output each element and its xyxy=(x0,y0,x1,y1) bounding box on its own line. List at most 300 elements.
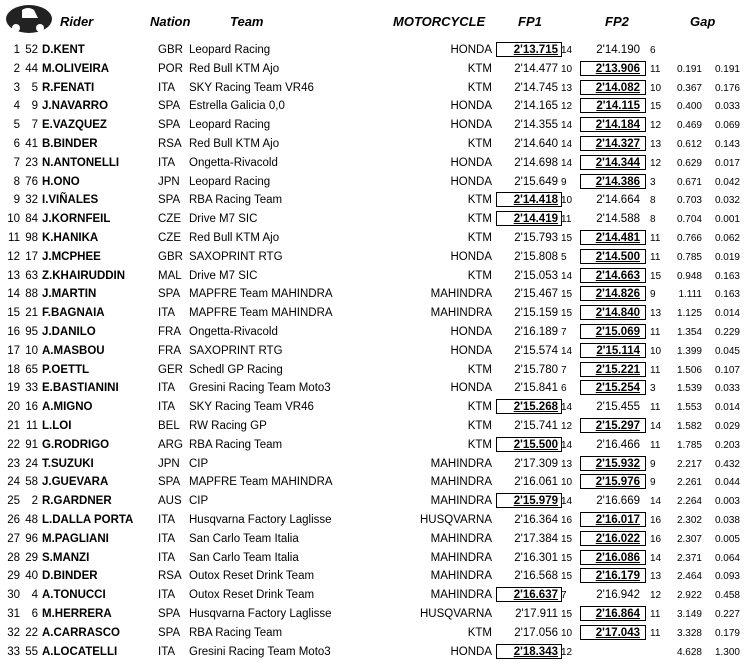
gap-first: 1.785 xyxy=(676,439,702,451)
motorcycle: MAHINDRA xyxy=(430,457,492,470)
gap-previous: 0.107 xyxy=(714,364,740,376)
motorcycle: HONDA xyxy=(450,44,492,56)
fp1-time: 2'17.384 xyxy=(514,532,558,545)
rider-number: 58 xyxy=(25,476,38,489)
fp2-time: 2'15.455 xyxy=(596,401,640,414)
team-name: Husqvarna Factory Laglisse xyxy=(189,607,332,620)
team-name: Red Bull KTM Ajo xyxy=(189,231,280,244)
gap-first: 0.367 xyxy=(676,82,702,94)
fp2-time: 2'14.344 xyxy=(595,156,640,169)
gap-first: 0.766 xyxy=(676,232,702,244)
fp2-time: 2'16.466 xyxy=(596,438,640,451)
position: 18 xyxy=(7,363,20,376)
rider-number: 52 xyxy=(25,44,38,56)
rider-name: J.GUEVARA xyxy=(42,476,109,489)
team-name: San Carlo Team Italia xyxy=(189,532,299,545)
fp1-time: 2'14.698 xyxy=(514,156,558,169)
table-row xyxy=(0,398,745,417)
fp1-laps: 14 xyxy=(561,120,573,132)
gap-previous: 0.033 xyxy=(714,101,740,113)
team-name: CIP xyxy=(189,495,209,508)
rider-name: J.MARTIN xyxy=(42,288,97,301)
rider-name: A.TONUCCI xyxy=(42,589,106,602)
fp1-laps: 14 xyxy=(561,439,573,451)
table-row xyxy=(0,643,745,662)
rider-number: 40 xyxy=(25,570,38,583)
nation: SPA xyxy=(158,626,181,639)
rider-name: M.HERRERA xyxy=(42,607,112,620)
position: 3 xyxy=(13,81,20,94)
team-name: Drive M7 SIC xyxy=(189,213,258,226)
motorcycle: HONDA xyxy=(450,156,492,169)
fp2-laps: 3 xyxy=(650,383,656,395)
nation: ARG xyxy=(158,438,183,451)
table-row xyxy=(0,549,745,568)
team-name: MAPFRE Team MAHINDRA xyxy=(189,307,333,320)
fp2-laps: 3 xyxy=(650,176,656,188)
rider-number: 17 xyxy=(25,250,38,263)
gap-first: 1.125 xyxy=(676,308,702,320)
team-name: Ongetta-Rivacold xyxy=(189,156,278,169)
gap-previous: 0.014 xyxy=(714,308,740,320)
fp1-laps: 10 xyxy=(561,195,573,207)
table-row xyxy=(0,530,745,549)
fp1-time: 2'17.911 xyxy=(515,607,558,620)
gap-previous: 0.005 xyxy=(714,533,740,545)
gap-first: 1.111 xyxy=(678,289,702,301)
fp2-time: 2'14.082 xyxy=(595,81,640,94)
motorcycle: KTM xyxy=(467,81,492,94)
team-name: SAXOPRINT RTG xyxy=(189,250,283,263)
position: 26 xyxy=(7,513,20,526)
gap-first: 2.302 xyxy=(676,514,702,526)
gap-first: 1.539 xyxy=(676,383,702,395)
gap-first: 2.217 xyxy=(676,458,702,470)
rider-number: 7 xyxy=(31,119,38,132)
gap-previous: 0.163 xyxy=(714,270,740,282)
fp1-time: 2'14.418 xyxy=(513,194,558,207)
gap-first: 2.307 xyxy=(676,533,702,545)
nation: GBR xyxy=(158,44,183,56)
fp1-laps: 14 xyxy=(561,138,573,150)
nation: POR xyxy=(158,62,183,75)
motorcycle: HONDA xyxy=(450,250,492,263)
gap-first: 3.149 xyxy=(676,608,702,620)
table-row xyxy=(0,567,745,586)
gap-first: 0.785 xyxy=(676,251,702,263)
fp2-laps: 9 xyxy=(650,477,656,489)
rider-name: E.VAZQUEZ xyxy=(42,119,107,132)
fp1-laps: 14 xyxy=(561,157,573,169)
fp1-laps: 7 xyxy=(561,364,567,376)
fp2-time: 2'15.221 xyxy=(595,363,640,376)
fp2-time: 2'14.500 xyxy=(595,250,640,263)
position: 10 xyxy=(7,213,20,226)
fp2-laps: 11 xyxy=(650,608,661,620)
gap-previous: 0.001 xyxy=(714,214,740,226)
table-row xyxy=(0,173,745,192)
gap-first: 1.582 xyxy=(676,420,702,432)
fp1-time: 2'14.640 xyxy=(514,137,558,150)
nation: ITA xyxy=(158,589,176,602)
rider-name: P.OETTL xyxy=(42,363,90,376)
nation: AUS xyxy=(158,495,182,508)
table-row xyxy=(0,60,745,79)
rider-name: L.DALLA PORTA xyxy=(42,513,134,526)
motorcycle: MAHINDRA xyxy=(430,307,492,320)
gap-previous: 0.033 xyxy=(714,383,740,395)
nation: SPA xyxy=(158,119,181,132)
header-nation: Nation xyxy=(150,14,191,29)
team-name: RBA Racing Team xyxy=(189,194,283,207)
position: 33 xyxy=(7,645,20,658)
fp2-time: 2'15.297 xyxy=(595,419,640,432)
rider-number: 41 xyxy=(25,137,38,150)
rider-name: T.SUZUKI xyxy=(42,457,94,470)
gap-previous: 0.179 xyxy=(714,627,740,639)
gap-previous: 0.176 xyxy=(714,82,740,94)
rider-name: L.LOI xyxy=(42,419,72,432)
team-name: Estrella Galicia 0,0 xyxy=(189,100,285,113)
gap-previous: 0.143 xyxy=(714,138,740,150)
gap-previous: 0.042 xyxy=(714,176,740,188)
team-name: Red Bull KTM Ajo xyxy=(189,62,280,75)
position: 11 xyxy=(8,231,20,244)
fp2-laps: 15 xyxy=(650,101,662,113)
fp1-laps: 15 xyxy=(561,552,573,564)
position: 22 xyxy=(7,438,20,451)
nation: CZE xyxy=(158,213,181,226)
fp1-laps: 10 xyxy=(561,477,573,489)
fp2-laps: 11 xyxy=(650,402,661,414)
fp2-time: 2'16.086 xyxy=(595,551,640,564)
team-name: Outox Reset Drink Team xyxy=(189,570,315,583)
fp2-time: 2'17.043 xyxy=(595,626,640,639)
gap-first: 0.671 xyxy=(676,176,702,188)
rider-name: A.MASBOU xyxy=(42,344,105,357)
fp2-time: 2'14.663 xyxy=(595,269,640,282)
rider-name: H.ONO xyxy=(42,175,80,188)
fp1-time: 2'15.574 xyxy=(514,344,558,357)
rider-name: S.MANZI xyxy=(42,551,90,564)
table-row xyxy=(0,116,745,135)
motorcycle: HONDA xyxy=(450,325,492,338)
rider-name: N.ANTONELLI xyxy=(42,156,120,169)
rider-name: J.KORNFEIL xyxy=(42,213,111,226)
fp2-time: 2'14.190 xyxy=(596,44,640,56)
fp1-laps: 14 xyxy=(561,270,573,282)
fp2-laps: 14 xyxy=(650,552,662,564)
motorcycle-rider-logo-icon xyxy=(4,2,54,34)
rider-number: 22 xyxy=(25,626,38,639)
rider-name: R.GARDNER xyxy=(42,495,112,508)
team-name: RW Racing GP xyxy=(189,419,267,432)
fp1-time: 2'17.056 xyxy=(514,626,558,639)
fp1-laps: 16 xyxy=(561,514,573,526)
fp1-time: 2'16.364 xyxy=(514,513,558,526)
nation: FRA xyxy=(158,344,181,357)
fp1-time: 2'15.500 xyxy=(513,438,558,451)
fp1-laps: 6 xyxy=(561,383,567,395)
team-name: Leopard Racing xyxy=(189,119,271,132)
fp2-laps: 16 xyxy=(650,514,662,526)
fp2-laps: 11 xyxy=(650,326,661,338)
position: 30 xyxy=(7,589,20,602)
fp2-time: 2'16.864 xyxy=(595,607,640,620)
gap-first: 0.469 xyxy=(676,120,702,132)
fp2-time: 2'16.022 xyxy=(595,532,640,545)
table-row xyxy=(0,511,745,530)
fp1-time: 2'16.189 xyxy=(514,325,558,338)
position: 20 xyxy=(7,401,20,414)
rider-name: I.VIÑALES xyxy=(42,194,99,207)
team-name: Gresini Racing Team Moto3 xyxy=(189,382,331,395)
fp1-laps: 7 xyxy=(561,326,567,338)
rider-number: 95 xyxy=(25,325,38,338)
fp2-laps: 10 xyxy=(650,82,662,94)
gap-previous: 0.044 xyxy=(714,477,740,489)
rider-number: 6 xyxy=(31,607,38,620)
table-row xyxy=(0,342,745,361)
team-name: SAXOPRINT RTG xyxy=(189,344,283,357)
position: 28 xyxy=(7,551,20,564)
fp1-time: 2'15.780 xyxy=(514,363,558,376)
fp2-laps: 13 xyxy=(650,138,662,150)
fp2-time: 2'15.114 xyxy=(596,344,640,357)
gap-previous: 0.093 xyxy=(714,571,740,583)
table-row xyxy=(0,304,745,323)
position: 19 xyxy=(7,382,20,395)
fp2-laps: 11 xyxy=(650,232,661,244)
fp1-time: 2'15.159 xyxy=(514,307,558,320)
rider-number: 2 xyxy=(31,495,38,508)
fp1-laps: 14 xyxy=(561,345,573,357)
fp2-time: 2'16.179 xyxy=(595,570,640,583)
rider-name: D.BINDER xyxy=(42,570,98,583)
position: 12 xyxy=(7,250,20,263)
fp2-time: 2'14.386 xyxy=(595,175,640,188)
table-row xyxy=(0,473,745,492)
fp2-time: 2'13.906 xyxy=(595,62,640,75)
rider-number: 55 xyxy=(25,645,38,658)
motorcycle: KTM xyxy=(467,626,492,639)
fp1-time: 2'15.268 xyxy=(513,401,558,414)
nation: ITA xyxy=(158,382,176,395)
fp2-time: 2'15.932 xyxy=(595,457,640,470)
table-row xyxy=(0,229,745,248)
team-name: MAPFRE Team MAHINDRA xyxy=(189,476,333,489)
rider-number: 24 xyxy=(25,457,38,470)
fp1-time: 2'15.649 xyxy=(514,175,558,188)
rider-name: J.NAVARRO xyxy=(42,100,109,113)
fp1-laps: 12 xyxy=(561,646,573,658)
team-name: MAPFRE Team MAHINDRA xyxy=(189,288,333,301)
fp1-time: 2'15.841 xyxy=(514,382,558,395)
fp1-laps: 10 xyxy=(561,63,573,75)
header-motorcycle: MOTORCYCLE xyxy=(393,14,486,29)
rider-name: E.BASTIANINI xyxy=(42,382,119,395)
motorcycle: MAHINDRA xyxy=(430,551,492,564)
fp1-time: 2'15.793 xyxy=(514,231,558,244)
team-name: Husqvarna Factory Laglisse xyxy=(189,513,332,526)
fp2-laps: 15 xyxy=(650,270,662,282)
nation: BEL xyxy=(158,419,180,432)
rider-number: 88 xyxy=(25,288,38,301)
fp1-laps: 15 xyxy=(561,289,573,301)
rider-number: 10 xyxy=(25,344,38,357)
position: 25 xyxy=(7,495,20,508)
rider-number: 44 xyxy=(25,62,38,75)
fp1-laps: 15 xyxy=(561,608,573,620)
nation: GER xyxy=(158,363,183,376)
header-fp1: FP1 xyxy=(518,14,542,29)
gap-first: 4.628 xyxy=(676,646,702,658)
gap-previous: 0.069 xyxy=(714,120,740,132)
team-name: Outox Reset Drink Team xyxy=(189,589,315,602)
motorcycle: MAHINDRA xyxy=(430,476,492,489)
fp2-laps: 14 xyxy=(650,496,662,508)
table-row xyxy=(0,267,745,286)
team-name: SKY Racing Team VR46 xyxy=(189,401,314,414)
nation: ITA xyxy=(158,645,176,658)
gap-previous: 0.432 xyxy=(714,458,740,470)
motorcycle: KTM xyxy=(467,213,492,226)
fp2-time: 2'14.481 xyxy=(595,231,640,244)
motorcycle: KTM xyxy=(467,419,492,432)
table-row xyxy=(0,455,745,474)
position: 15 xyxy=(7,307,20,320)
table-row xyxy=(0,323,745,342)
position: 1 xyxy=(13,44,20,56)
fp1-time: 2'16.637 xyxy=(513,589,558,602)
rider-number: 23 xyxy=(25,156,38,169)
team-name: Leopard Racing xyxy=(189,175,271,188)
fp1-laps: 13 xyxy=(561,82,573,94)
gap-previous: 0.019 xyxy=(714,251,740,263)
fp2-laps: 11 xyxy=(650,251,661,263)
rider-number: 4 xyxy=(31,589,38,602)
gap-first: 2.264 xyxy=(676,496,702,508)
nation: FRA xyxy=(158,325,181,338)
fp1-laps: 15 xyxy=(561,533,573,545)
fp2-time: 2'15.069 xyxy=(595,325,640,338)
rider-number: 98 xyxy=(25,231,38,244)
fp1-time: 2'16.061 xyxy=(514,476,558,489)
nation: CZE xyxy=(158,231,181,244)
fp2-laps: 11 xyxy=(650,63,661,75)
position: 24 xyxy=(7,476,20,489)
team-name: San Carlo Team Italia xyxy=(189,551,299,564)
rider-name: M.PAGLIANI xyxy=(42,532,109,545)
fp1-laps: 11 xyxy=(561,214,572,226)
nation: SPA xyxy=(158,607,181,620)
fp2-time: 2'14.184 xyxy=(595,119,640,132)
gap-first: 0.704 xyxy=(676,214,702,226)
gap-previous: 0.227 xyxy=(714,608,740,620)
fp2-time: 2'14.327 xyxy=(595,137,640,150)
fp1-laps: 12 xyxy=(561,101,573,113)
position: 4 xyxy=(13,100,20,113)
gap-previous: 0.017 xyxy=(714,157,740,169)
team-name: Gresini Racing Team Moto3 xyxy=(189,645,331,658)
fp1-laps: 15 xyxy=(561,571,573,583)
rider-name: J.MCPHEE xyxy=(42,250,101,263)
gap-previous: 0.191 xyxy=(714,63,740,75)
table-row xyxy=(0,41,745,60)
fp2-laps: 14 xyxy=(650,420,662,432)
fp1-time: 2'14.477 xyxy=(514,62,558,75)
fp2-time: 2'16.669 xyxy=(596,495,640,508)
team-name: RBA Racing Team xyxy=(189,438,283,451)
position: 6 xyxy=(13,137,20,150)
results-table xyxy=(0,41,745,661)
fp1-laps: 12 xyxy=(561,420,573,432)
gap-previous: 0.029 xyxy=(714,420,740,432)
rider-number: 84 xyxy=(25,213,38,226)
position: 16 xyxy=(7,325,20,338)
fp2-laps: 12 xyxy=(650,120,662,132)
position: 13 xyxy=(7,269,20,282)
position: 2 xyxy=(13,62,20,75)
motorcycle: KTM xyxy=(467,194,492,207)
fp1-time: 2'15.053 xyxy=(514,269,558,282)
fp2-laps: 12 xyxy=(650,157,662,169)
fp1-time: 2'16.568 xyxy=(514,570,558,583)
gap-previous: 0.032 xyxy=(714,195,740,207)
position: 14 xyxy=(7,288,20,301)
motorcycle: HUSQVARNA xyxy=(420,607,492,620)
fp1-time: 2'14.165 xyxy=(514,100,558,113)
fp2-time: 2'14.115 xyxy=(596,100,640,113)
fp2-time: 2'14.664 xyxy=(596,194,640,207)
gap-first: 0.400 xyxy=(676,101,702,113)
nation: MAL xyxy=(158,269,182,282)
rider-number: 65 xyxy=(25,363,38,376)
rider-number: 48 xyxy=(25,513,38,526)
gap-first: 0.191 xyxy=(676,63,702,75)
position: 5 xyxy=(13,119,20,132)
rider-number: 16 xyxy=(25,401,38,414)
motorcycle: HONDA xyxy=(450,175,492,188)
gap-previous: 1.300 xyxy=(714,646,740,658)
table-header xyxy=(0,0,745,38)
position: 27 xyxy=(7,532,20,545)
nation: SPA xyxy=(158,194,181,207)
fp2-laps: 16 xyxy=(650,533,662,545)
table-row xyxy=(0,285,745,304)
fp2-laps: 9 xyxy=(650,458,656,470)
motorcycle: KTM xyxy=(467,401,492,414)
position: 29 xyxy=(7,570,20,583)
position: 7 xyxy=(13,156,20,169)
fp2-laps: 13 xyxy=(650,571,662,583)
gap-previous: 0.062 xyxy=(714,232,740,244)
team-name: CIP xyxy=(189,457,209,470)
rider-number: 33 xyxy=(25,382,38,395)
motorcycle: HONDA xyxy=(450,382,492,395)
table-row xyxy=(0,361,745,380)
fp1-time: 2'16.301 xyxy=(514,551,558,564)
nation: ITA xyxy=(158,532,176,545)
fp2-laps: 12 xyxy=(650,590,662,602)
gap-previous: 0.458 xyxy=(714,590,740,602)
rider-number: 5 xyxy=(31,81,38,94)
position: 21 xyxy=(7,419,20,432)
rider-name: A.CARRASCO xyxy=(42,626,120,639)
fp1-time: 2'18.343 xyxy=(513,645,558,658)
position: 32 xyxy=(7,626,20,639)
fp1-laps: 14 xyxy=(561,45,573,56)
